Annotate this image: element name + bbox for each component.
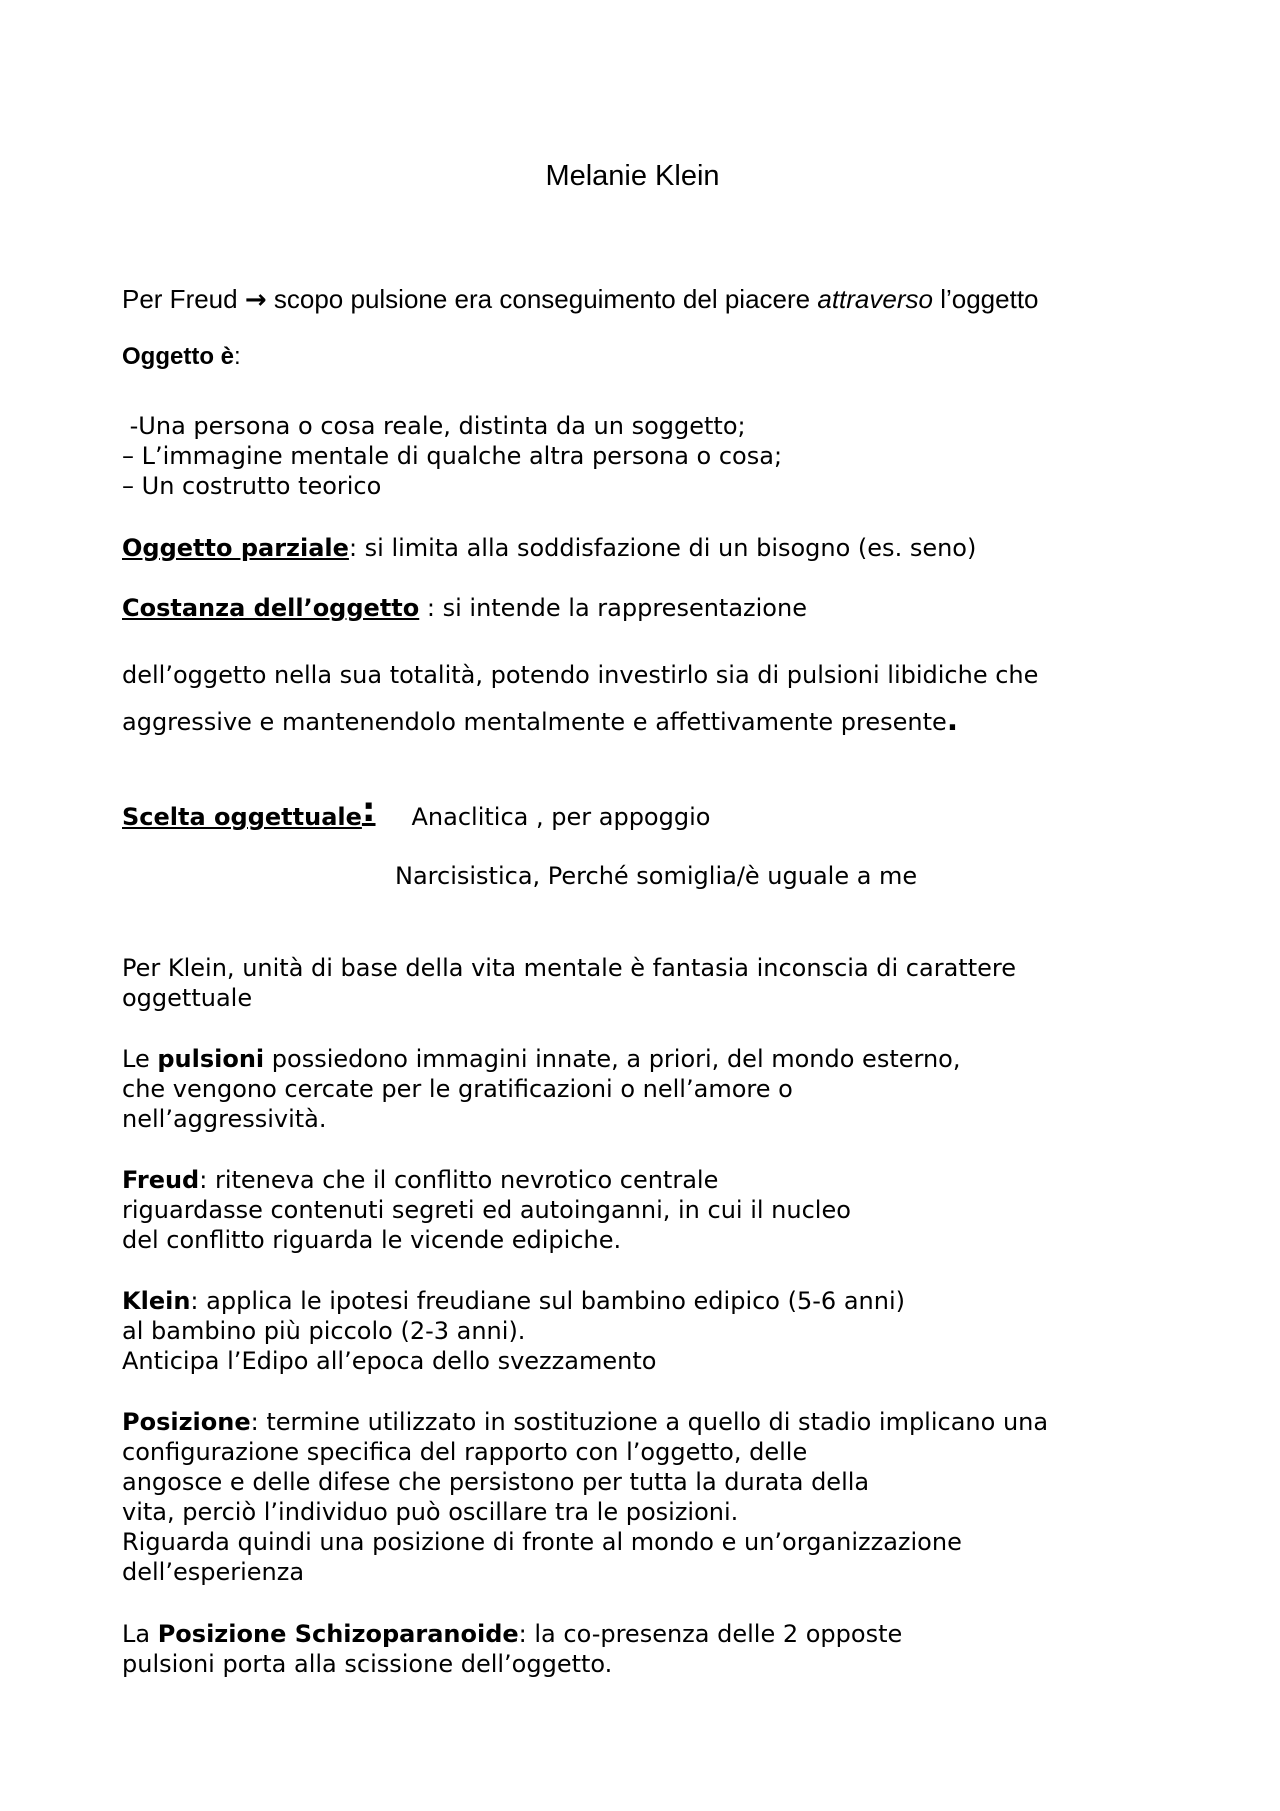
option-anaclitica: Anaclitica , per appoggio bbox=[411, 803, 711, 831]
paragraph-line: dell’esperienza bbox=[122, 1558, 305, 1586]
paragraph-line: che vengono cercate per le gratificazioni o nell’amore o bbox=[122, 1075, 793, 1103]
costanza-continuation bbox=[122, 653, 1038, 745]
intro-prefix: Per Freud bbox=[122, 284, 238, 314]
arrow-icon: → bbox=[244, 285, 267, 315]
paragraph-line: dell’oggetto nella sua totalità, potendo investirlo sia di pulsioni libidiche che bbox=[122, 661, 1039, 689]
option-narcisistica: Narcisistica, Perché somiglia/è uguale a me bbox=[395, 862, 918, 890]
paragraph-line: angosce e delle difese che persistono per tutta la durata della bbox=[122, 1468, 870, 1496]
prefix: La bbox=[122, 1620, 158, 1648]
prefix: Le bbox=[122, 1045, 158, 1073]
oggetto-parziale bbox=[122, 533, 976, 563]
paragraph-line: : applica le ipotesi freudiane sul bambino edipico (5-6 anni) bbox=[190, 1287, 905, 1315]
colon: : bbox=[361, 790, 376, 830]
definition: : si limita alla soddisfazione di un bisogno (es. seno) bbox=[348, 534, 977, 562]
paragraph-line: del conflitto riguarda le vicende edipiche. bbox=[122, 1226, 622, 1254]
paragraph-line: possiedono immagini innate, a priori, del mondo esterno, bbox=[264, 1045, 961, 1073]
freud-intro bbox=[122, 283, 1039, 316]
paragraph-line: : termine utilizzato in sostituzione a quello di stadio implicano una bbox=[250, 1408, 1049, 1436]
paragraph-line: Per Klein, unità di base della vita mentale è fantasia inconscia di carattere bbox=[122, 954, 1016, 982]
list-item: -Una persona o cosa reale, distinta da un soggetto; bbox=[122, 412, 746, 440]
paragraph-line: configurazione specifica del rapporto con l’oggetto, delle bbox=[122, 1438, 808, 1466]
oggetto-heading-term: Oggetto è bbox=[122, 343, 234, 370]
list-item: – Un costrutto teorico bbox=[122, 472, 382, 500]
paragraph-line: : riteneva che il conflitto nevrotico centrale bbox=[199, 1166, 719, 1194]
term-freud: Freud bbox=[122, 1166, 200, 1194]
paragraph-line: riguardasse contenuti segreti ed autoinganni, in cui il nucleo bbox=[122, 1196, 851, 1224]
term-scelta: Scelta oggettuale bbox=[122, 803, 362, 831]
term-costanza: Costanza dell’oggetto bbox=[122, 594, 420, 622]
scelta-oggettuale bbox=[122, 790, 711, 832]
definition: : si intende la rappresentazione bbox=[419, 594, 807, 622]
list-item: – L’immagine mentale di qualche altra persona o cosa; bbox=[122, 442, 783, 470]
paragraph-line: pulsioni porta alla scissione dell’oggetto. bbox=[122, 1650, 613, 1678]
oggetto-heading bbox=[122, 341, 241, 373]
term-oggetto-parziale: Oggetto parziale bbox=[122, 534, 349, 562]
paragraph-line: oggettuale bbox=[122, 984, 253, 1012]
term-pulsioni: pulsioni bbox=[157, 1045, 265, 1073]
paragraph-line: : la co-presenza delle 2 opposte bbox=[518, 1620, 903, 1648]
paragraph-line: Riguarda quindi una posizione di fronte al mondo e un’organizzazione bbox=[122, 1528, 962, 1556]
posizione-paragraph bbox=[122, 1407, 1048, 1587]
oggetto-heading-colon: : bbox=[234, 343, 241, 370]
intro-italic: attraverso bbox=[817, 284, 933, 314]
schizoparanoide-paragraph bbox=[122, 1619, 902, 1679]
paragraph-line: al bambino più piccolo (2-3 anni). bbox=[122, 1317, 526, 1345]
paragraph-line: aggressive e mantenendolo mentalmente e affettivamente presente bbox=[122, 708, 947, 736]
document-title: Melanie Klein bbox=[545, 160, 720, 192]
intro-suffix: l’oggetto bbox=[940, 284, 1039, 314]
pulsioni-paragraph bbox=[122, 1044, 960, 1134]
term-klein: Klein bbox=[122, 1287, 191, 1315]
intro-middle: scopo pulsione era conseguimento del piacere bbox=[273, 284, 811, 314]
term-schizoparanoide: Posizione Schizoparanoide bbox=[157, 1620, 519, 1648]
oggetto-list bbox=[122, 411, 782, 501]
paragraph-line: Anticipa l’Edipo all’epoca dello svezzamento bbox=[122, 1347, 657, 1375]
term-posizione: Posizione bbox=[122, 1408, 251, 1436]
klein-unit bbox=[122, 953, 1016, 1013]
paragraph-line: vita, perciò l’individuo può oscillare tra le posizioni. bbox=[122, 1498, 739, 1526]
period: . bbox=[946, 703, 959, 738]
paragraph-line: nell’aggressività. bbox=[122, 1105, 327, 1133]
klein-paragraph bbox=[122, 1286, 905, 1376]
freud-paragraph bbox=[122, 1165, 851, 1255]
costanza-oggetto bbox=[122, 593, 807, 623]
